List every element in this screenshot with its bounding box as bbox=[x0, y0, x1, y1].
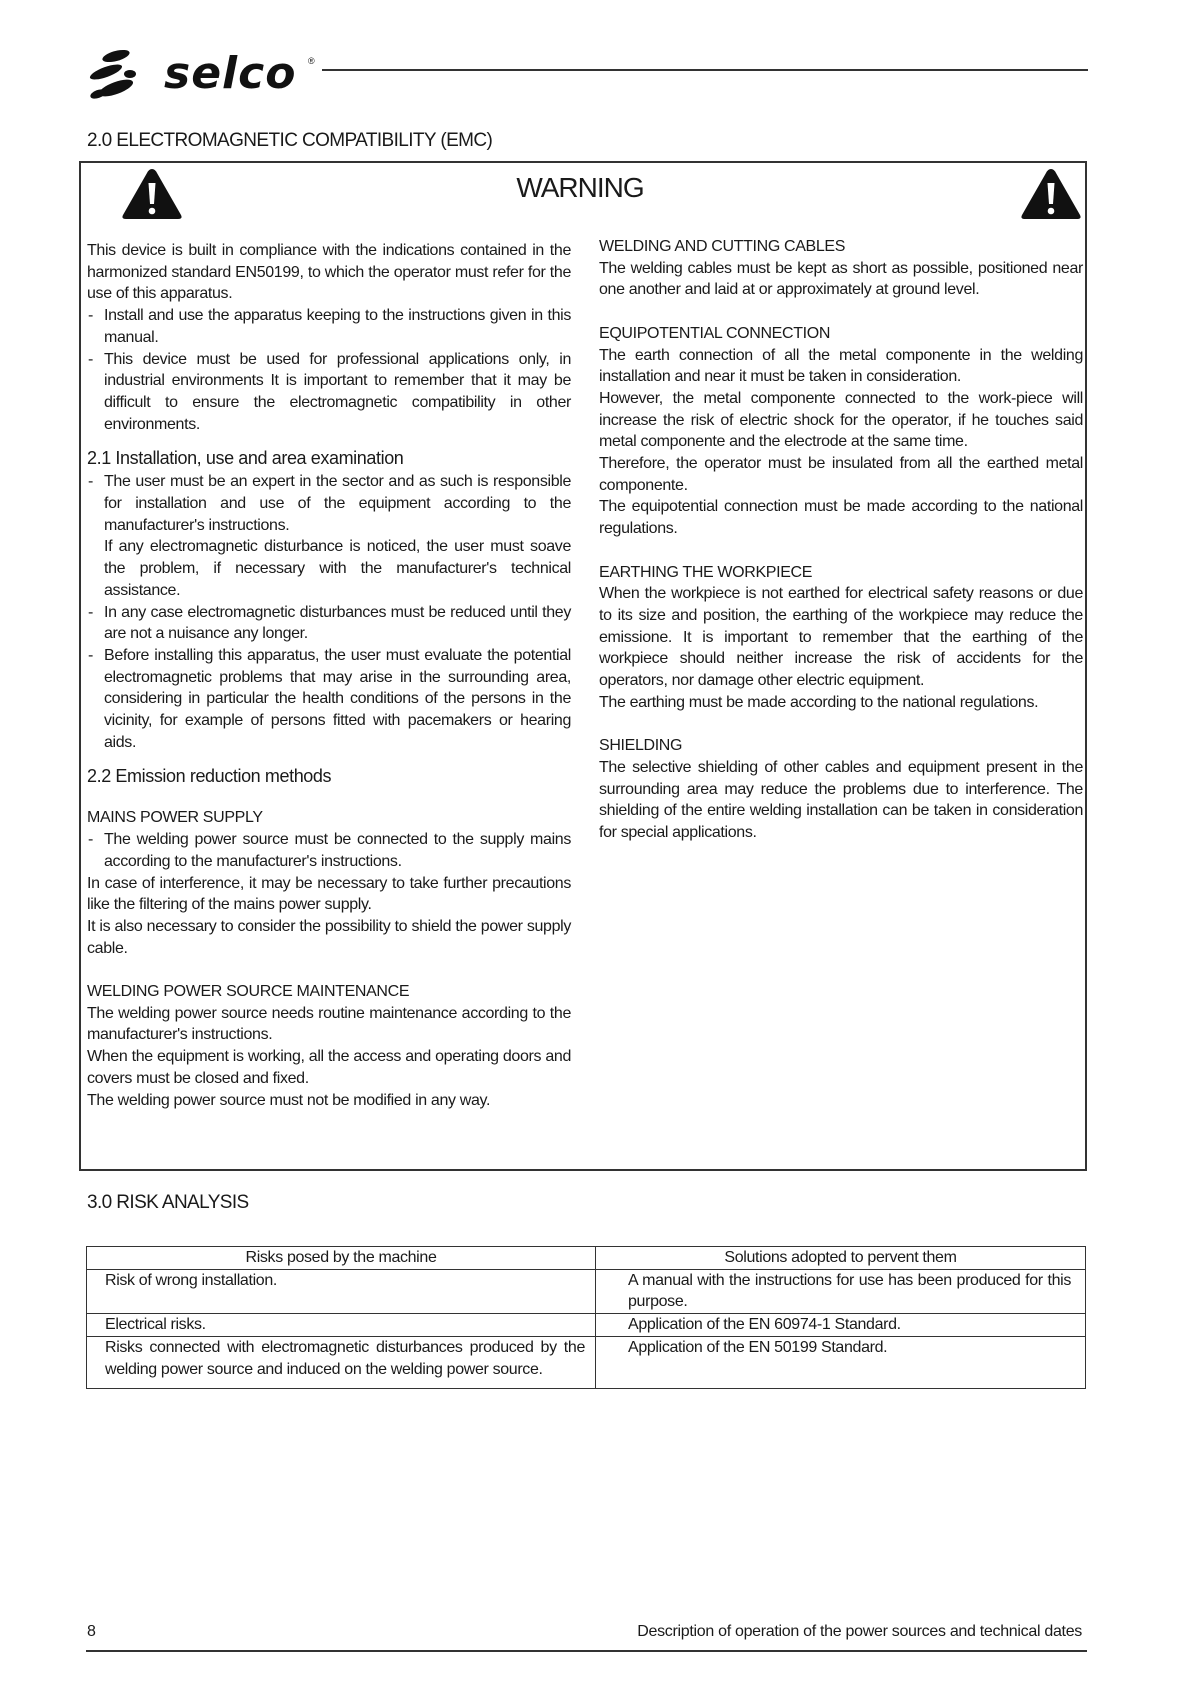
selco-logo bbox=[86, 44, 316, 106]
table-header-row bbox=[87, 1247, 1086, 1270]
list-item: - The welding power source must be connected to the supply mains according to the manufacturer's instructions. bbox=[87, 829, 571, 872]
emc-left-column bbox=[87, 240, 571, 1111]
section-3-title: 3.0 RISK ANALYSIS bbox=[87, 1192, 249, 1213]
registered-mark: ® bbox=[308, 56, 315, 66]
risk-cell: Electrical risks. bbox=[87, 1314, 596, 1337]
cables-title: WELDING AND CUTTING CABLES bbox=[599, 238, 846, 255]
table-row bbox=[87, 1314, 1086, 1337]
shielding-title: SHIELDING bbox=[599, 737, 683, 755]
equipotential-paragraph: Therefore, the operator must be insulated from all the earthed metal componente. bbox=[599, 455, 1083, 494]
risk-analysis-table bbox=[86, 1246, 1086, 1389]
risk-cell: Risks connected with electromagnetic disturbances produced by the welding power source and induced on the welding power source. bbox=[87, 1336, 596, 1388]
emc-right-column bbox=[599, 236, 1083, 844]
table-row bbox=[87, 1269, 1086, 1313]
equipotential-paragraph: The equipotential connection must be made according to the national regulations. bbox=[599, 498, 1083, 538]
maintenance-paragraph: When the equipment is working, all the access and operating doors and covers must be closed and fixed. bbox=[87, 1048, 571, 1087]
equipotential-paragraph: However, the metal componente connected to the work-piece will increase the risk of electric shock for the operator, if he touches said metal componente and the electrode at the same time. bbox=[599, 389, 1083, 451]
section-2-title: 2.0 ELECTROMAGNETIC COMPATIBILITY (EMC) bbox=[87, 130, 493, 151]
earthing-title: EARTHING THE WORKPIECE bbox=[599, 563, 813, 581]
page-number: 8 bbox=[87, 1623, 96, 1640]
table-row bbox=[87, 1336, 1086, 1388]
solution-cell: Application of the EN 60974-1 Standard. bbox=[596, 1314, 1086, 1337]
earthing-paragraph: When the workpiece is not earthed for electrical safety reasons or due to its size and position, the earthing of the workpiece may reduce the emissione. It is important to remember that the earthing of the workpiece should neither increase the risk of accidents for the operators, nor damage other electric equipment. bbox=[599, 585, 1083, 690]
risk-cell: Risk of wrong installation. bbox=[87, 1269, 596, 1313]
list-item: - Install and use the apparatus keeping to the instructions given in this manual. bbox=[87, 305, 571, 348]
table-header: Solutions adopted to pervent them bbox=[596, 1247, 1086, 1270]
equipotential-title: EQUIPOTENTIAL CONNECTION bbox=[599, 324, 831, 342]
warning-triangle-icon bbox=[120, 166, 184, 222]
maintenance-paragraph: The welding power source needs routine maintenance according to the manufacturer's instructions. bbox=[87, 1004, 571, 1044]
footer-rule bbox=[86, 1650, 1087, 1652]
mains-power-supply-title: MAINS POWER SUPPLY bbox=[87, 809, 263, 827]
list-item: - This device must be used for professional applications only, in industrial environments It is important to remember that it may be difficult to ensure the electromagnetic compatibility in other environments. bbox=[87, 349, 571, 436]
solution-cell: A manual with the instructions for use has been produced for this purpose. bbox=[596, 1269, 1086, 1313]
intro-list bbox=[87, 305, 571, 435]
solution-cell: Application of the EN 50199 Standard. bbox=[596, 1336, 1086, 1388]
selco-swoosh-icon bbox=[86, 44, 166, 106]
list-item: - In any case electromagnetic disturbances must be reduced until they are not a nuisance any longer. bbox=[87, 602, 571, 645]
shielding-paragraph: The selective shielding of other cables and equipment present in the surrounding area may reduce the problems due to interference. The shielding of the entire welding installation can be taken in consideration for special applications. bbox=[599, 758, 1083, 841]
warning-triangle-icon bbox=[1019, 166, 1083, 222]
table-header: Risks posed by the machine bbox=[87, 1247, 596, 1270]
mains-paragraph: In case of interference, it may be necessary to take further precautions like the filtering of the mains power supply. bbox=[87, 874, 571, 914]
subsection-2-2-title: 2.2 Emission reduction methods bbox=[87, 766, 332, 787]
list-item-text: The user must be an expert in the sector and as such is responsible for installation and use of the equipment according to the manufacturer's instructions. bbox=[104, 473, 571, 534]
footer-text: Description of operation of the power sources and technical dates bbox=[637, 1623, 1082, 1640]
earthing-paragraph: The earthing must be made according to the national regulations. bbox=[599, 693, 1039, 711]
brand-name: selco bbox=[164, 48, 297, 99]
equipotential-paragraph: The earth connection of all the metal componente in the welding installation and near it must be taken in consideration. bbox=[599, 346, 1083, 386]
mains-list bbox=[87, 829, 571, 872]
maintenance-paragraph: The welding power source must not be modified in any way. bbox=[87, 1091, 491, 1109]
mains-paragraph: It is also necessary to consider the possibility to shield the power supply cable. bbox=[87, 917, 571, 957]
maintenance-title: WELDING POWER SOURCE MAINTENANCE bbox=[87, 983, 410, 1001]
emc-intro: This device is built in compliance with the indications contained in the harmonized standard EN50199, to which the operator must refer for the use of this apparatus. bbox=[87, 242, 571, 303]
subsection-2-1-title: 2.1 Installation, use and area examination bbox=[87, 448, 404, 469]
warning-title: WARNING bbox=[516, 172, 644, 203]
header-rule bbox=[322, 69, 1088, 71]
list-item-continuation: If any electromagnetic disturbance is noticed, the user must soave the problem, if necessary with the manufacturer's technical assistance. bbox=[104, 538, 571, 599]
list-item: - Before installing this apparatus, the user must evaluate the potential electromagnetic problems that may arise in the surrounding area, considering in particular the health conditions of the persons in the vicinity, for example of persons fitted with pacemakers or hearing aids. bbox=[87, 645, 571, 754]
cables-paragraph: The welding cables must be kept as short as possible, positioned near one another and laid at or approximately at ground level. bbox=[599, 259, 1083, 299]
installation-list bbox=[87, 471, 571, 753]
list-item bbox=[87, 471, 571, 601]
